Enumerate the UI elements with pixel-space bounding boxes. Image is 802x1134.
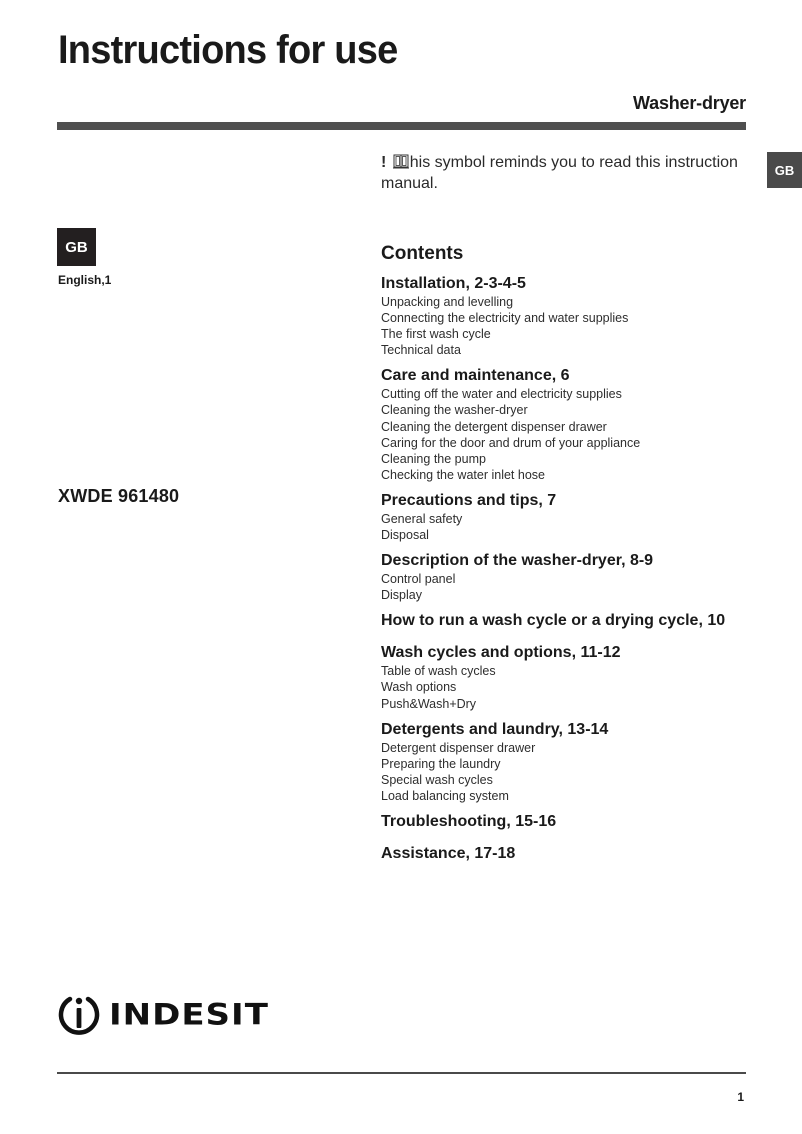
toc-section-care [381,366,781,483]
toc-item[interactable]: Push&Wash+Dry [381,696,477,711]
toc-item[interactable]: Special wash cycles [381,772,493,787]
toc-item[interactable]: Cleaning the detergent dispenser drawer [381,419,607,434]
toc-item[interactable]: Display [381,588,422,603]
read-manual-notice [381,152,756,194]
toc-item[interactable]: The first wash cycle [381,327,491,342]
toc-item[interactable]: Disposal [381,528,429,543]
product-type: Washer-dryer [633,93,746,113]
info-power-icon [57,990,101,1040]
page-title: Instructions for use [58,28,398,72]
toc-section-title[interactable]: Precautions and tips, 7 [381,491,557,509]
toc-section-how-to-run [381,611,781,631]
toc-item[interactable]: Detergent dispenser drawer [381,740,536,755]
toc-item[interactable]: Caring for the door and drum of your appliance [381,435,641,450]
contents-heading: Contents [381,243,464,264]
language-label[interactable]: English,1 [58,273,112,287]
toc-section-description [381,551,781,603]
toc-item[interactable]: Wash options [381,680,457,695]
toc-item[interactable]: Cutting off the water and electricity supplies [381,387,622,402]
toc-item[interactable]: Load balancing system [381,788,509,803]
footer-divider [57,1072,746,1074]
toc-item[interactable]: Table of wash cycles [381,664,496,679]
header-divider [57,122,746,130]
notice-text-line2: manual. [381,175,438,192]
toc-item[interactable]: Control panel [381,572,456,587]
language-badge: GB [57,228,96,266]
toc-item[interactable]: Connecting the electricity and water supplies [381,311,629,326]
toc-item[interactable]: General safety [381,511,463,526]
toc-item[interactable]: Checking the water inlet hose [381,467,545,482]
toc-item[interactable]: Technical data [381,343,461,358]
toc-section-title[interactable]: Description of the washer-dryer, 8-9 [381,552,654,570]
toc-section-assistance [381,844,781,864]
toc-section-wash-cycles [381,643,781,711]
language-side-tab: GB [767,152,802,188]
brand-logo [57,990,269,1040]
toc-section-title[interactable]: Detergents and laundry, 13-14 [381,720,609,738]
toc-item[interactable]: Cleaning the washer-dryer [381,403,528,418]
table-of-contents [381,242,781,872]
notice-text-line1: his symbol reminds you to read this instruction [409,154,738,171]
toc-section-title[interactable]: How to run a wash cycle or a drying cycle, 10 [381,612,726,630]
toc-section-detergents [381,720,781,804]
toc-section-title[interactable]: Installation, 2-3-4-5 [381,275,526,292]
toc-section-installation [381,274,781,358]
brand-name: INDESIT [109,998,269,1032]
toc-item[interactable]: Cleaning the pump [381,451,486,466]
toc-section-title[interactable]: Care and maintenance, 6 [381,367,570,385]
toc-section-troubleshooting [381,812,781,832]
toc-section-title[interactable]: Wash cycles and options, 11-12 [381,644,621,662]
toc-section-title[interactable]: Troubleshooting, 15-16 [381,812,557,830]
toc-section-precautions [381,491,781,543]
toc-item[interactable]: Unpacking and levelling [381,295,514,309]
book-icon [393,154,409,169]
toc-item[interactable]: Preparing the laundry [381,756,501,771]
toc-section-title[interactable]: Assistance, 17-18 [381,844,516,862]
model-number: XWDE 961480 [58,486,180,506]
warning-mark: ! [381,154,387,171]
page-number: 1 [737,1090,744,1104]
